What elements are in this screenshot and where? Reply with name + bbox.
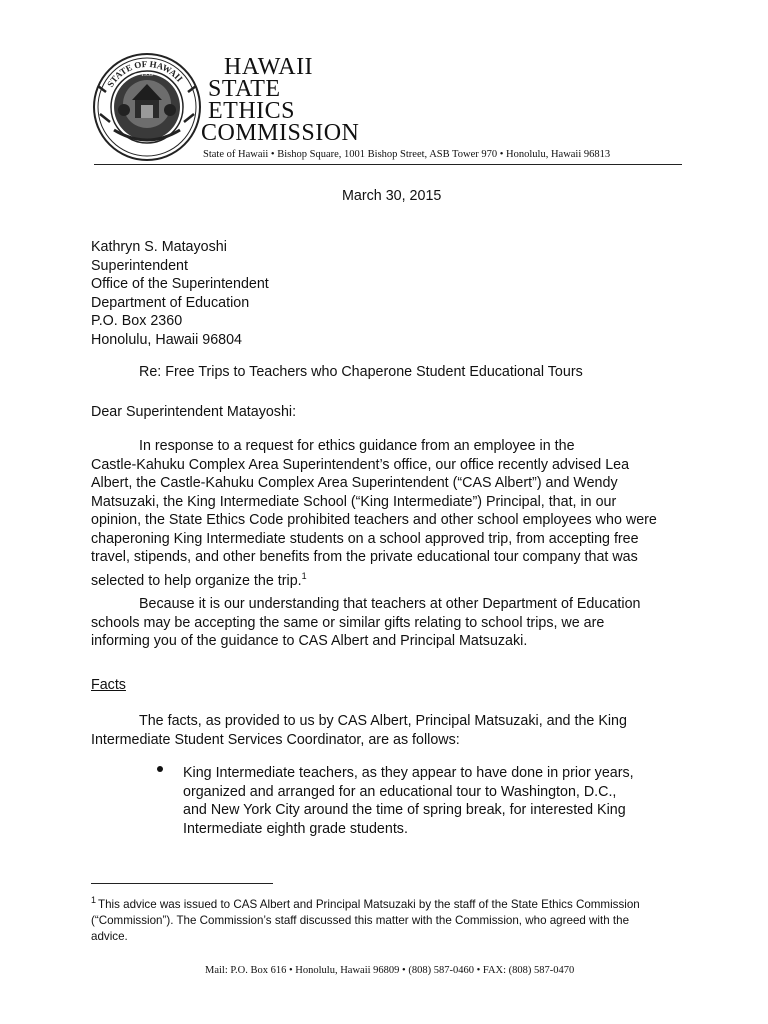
org-name-line-4: COMMISSION (201, 120, 360, 146)
recipient-line: Kathryn S. Matayoshi (91, 239, 227, 255)
bullet-marker (157, 766, 163, 772)
recipient-line: Office of the Superintendent (91, 276, 269, 292)
footnote-line: (“Commission”). The Commission’s staff discussed this matter with the Commission, who agreed with the (91, 914, 630, 927)
paragraph-line: The facts, as provided to us by CAS Albert, Principal Matsuzaki, and the King (139, 713, 627, 729)
recipient-line: Honolulu, Hawaii 96804 (91, 331, 243, 348)
bullet-line: organized and arranged for an educational tour to Washington, D.C., (183, 783, 617, 800)
letterhead-address: State of Hawaii • Bishop Square, 1001 Bishop Street, ASB Tower 970 • Honolulu, Hawaii 96813 (203, 149, 611, 160)
paragraph-line: schools may be accepting the same or similar gifts relating to school trips, we are (91, 614, 605, 631)
paragraph-line: chaperoning King Intermediate students on a school approved trip, from accepting free (91, 530, 639, 547)
paragraph-2 (91, 595, 691, 651)
footnote-line (91, 892, 640, 913)
paragraph-1 (91, 437, 691, 590)
letterhead-rule (94, 164, 682, 165)
paragraph-line: informing you of the guidance to CAS Albert and Principal Matsuzaki. (91, 633, 528, 649)
footnote-number: 1 (91, 895, 97, 905)
org-name-line-3: ETHICS (208, 98, 295, 124)
salutation: Dear Superintendent Matayoshi: (91, 404, 297, 420)
section-heading-facts: Facts (91, 677, 126, 693)
paragraph-line: Because it is our understanding that teachers at other Department of Education (139, 596, 641, 612)
recipient-address-block (91, 238, 269, 349)
paragraph-line (91, 567, 691, 591)
svg-text:STATE OF HAWAII: STATE OF HAWAII (105, 58, 185, 89)
state-seal-logo (92, 52, 202, 162)
footnote-line-text: This advice was issued to CAS Albert and Principal Matsuzaki by the staff of the State Ethics Commission (98, 898, 640, 911)
bullet-line: King Intermediate teachers, as they appear to have done in prior years, (183, 765, 634, 781)
org-name-line-2: STATE (208, 76, 281, 102)
paragraph-3 (91, 712, 691, 749)
footnote-reference: 1 (301, 570, 307, 581)
recipient-line: Department of Education (91, 294, 250, 311)
svg-text:1959: 1959 (141, 72, 153, 78)
paragraph-line-text: selected to help organize the trip. (91, 572, 302, 589)
subject-line: Re: Free Trips to Teachers who Chaperone Student Educational Tours (139, 364, 583, 380)
paragraph-line: In response to a request for ethics guidance from an employee in the (139, 438, 575, 454)
paragraph-line: travel, stipends, and other benefits from the private educational tour company that was (91, 549, 638, 565)
paragraph-line: Intermediate Student Services Coordinator, are as follows: (91, 731, 460, 748)
org-name-line-1: HAWAII (224, 54, 314, 80)
page-footer-contact: Mail: P.O. Box 616 • Honolulu, Hawaii 96809 • (808) 587-0460 • FAX: (808) 587-0470 (205, 965, 575, 976)
paragraph-line: Castle-Kahuku Complex Area Superintendent’s office, our office recently advised Lea (91, 456, 630, 473)
recipient-line: P.O. Box 2360 (91, 313, 183, 329)
paragraph-line: Albert, the Castle-Kahuku Complex Area Superintendent (“CAS Albert”) and Wendy (91, 475, 618, 491)
bullet-line: Intermediate eighth grade students. (183, 820, 408, 837)
footnote (91, 892, 640, 945)
bullet-line: and New York City around the time of spring break, for interested King (183, 802, 626, 818)
bullet-item (183, 764, 634, 838)
paragraph-line: Matsuzaki, the King Intermediate School (“King Intermediate”) Principal, that, in our (91, 493, 617, 510)
footnote-separator (91, 883, 273, 884)
paragraph-line: opinion, the State Ethics Code prohibited teachers and other school employees who were (91, 512, 657, 528)
footnote-line: advice. (91, 930, 128, 943)
letter-date: March 30, 2015 (342, 188, 442, 204)
recipient-line: Superintendent (91, 257, 188, 274)
